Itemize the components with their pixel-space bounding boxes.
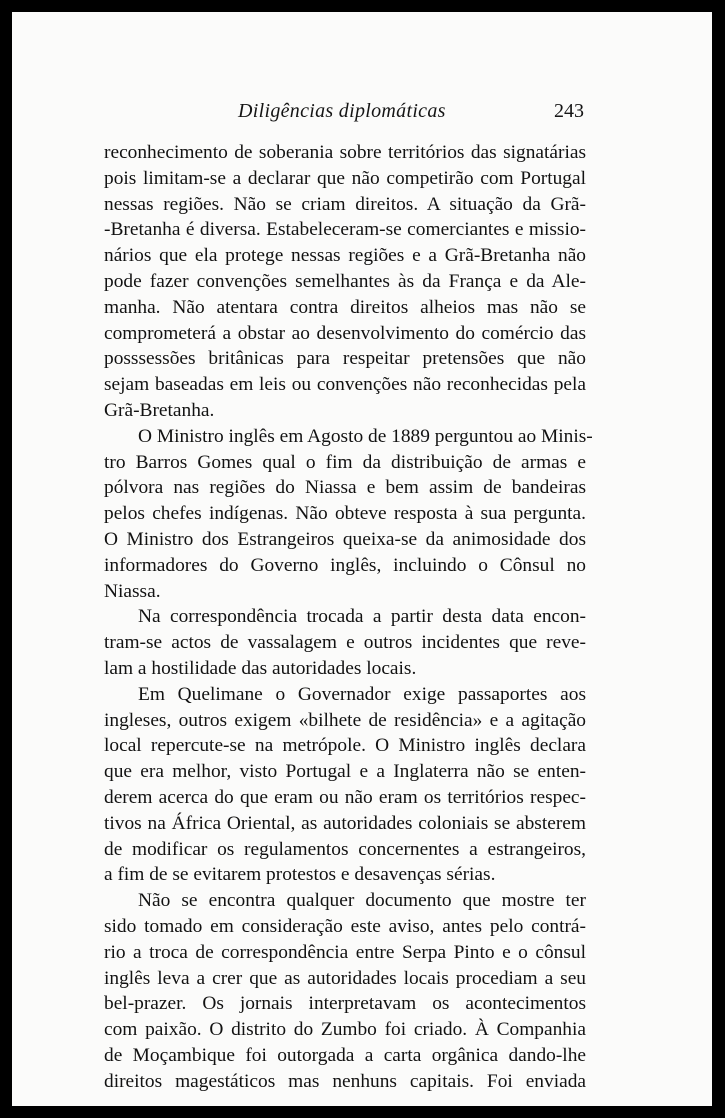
body-text xyxy=(104,140,593,1094)
text-line: rio a troca de correspondência entre Serpa Pinto e o cônsul xyxy=(104,941,586,963)
text-line: pelos chefes indígenas. Não obteve resposta à sua pergunta. xyxy=(104,503,586,525)
text-line: bel-prazer. Os jornais interpretavam os acontecimentos xyxy=(104,993,586,1015)
text-line: a fim de se evitarem protestos e desavenças sérias. xyxy=(104,864,496,886)
text-line: com paixão. O distrito do Zumbo foi criado. À Companhia xyxy=(104,1019,586,1041)
text-line: que era melhor, visto Portugal e a Inglaterra não se enten- xyxy=(104,761,586,783)
text-line: -Bretanha é diversa. Estabeleceram-se comerciantes e missio- xyxy=(104,219,586,241)
text-line: ingleses, outros exigem «bilhete de residência» e a agitação xyxy=(104,709,586,731)
text-line: de modificar os regulamentos concernentes a estrangeiros, xyxy=(104,838,586,860)
text-line: O Ministro dos Estrangeiros queixa-se da animosidade dos xyxy=(104,528,586,550)
text-line: Grã-Bretanha. xyxy=(104,399,215,421)
text-line: direitos magestáticos mas nenhuns capitais. Foi enviada xyxy=(104,1070,586,1092)
paragraph xyxy=(104,424,593,605)
text-line: pois limitam-se a declarar que não competirão com Portugal xyxy=(104,167,586,189)
text-line: Em Quelimane o Governador exige passaportes aos xyxy=(138,683,586,705)
text-line: nários que ela protege nessas regiões e a Grã-Bretanha não xyxy=(104,245,586,267)
text-line: derem acerca do que eram ou não eram os territórios respec- xyxy=(104,786,586,808)
text-line: lam a hostilidade das autoridades locais. xyxy=(104,657,417,679)
text-line: sido tomado em consideração este aviso, antes pelo contrá- xyxy=(104,915,586,937)
text-line: inglês leva a crer que as autoridades locais procediam a seu xyxy=(104,967,586,989)
paragraph xyxy=(104,140,586,424)
page-header xyxy=(12,100,712,130)
text-line: pólvora nas regiões do Niassa e bem assim de bandeiras xyxy=(104,477,586,499)
text-line: informadores do Governo inglês, incluindo o Cônsul no xyxy=(104,554,586,576)
text-line: tram-se actos de vassalagem e outros incidentes que reve- xyxy=(104,632,586,654)
text-line: sejam baseadas em leis ou convenções não reconhecidas pela xyxy=(104,374,586,396)
text-line: posssessões britânicas para respeitar pretensões que não xyxy=(104,348,586,370)
text-line: O Ministro inglês em Agosto de 1889 perguntou ao Minis- xyxy=(138,425,593,447)
paragraph xyxy=(104,604,586,681)
book-page xyxy=(12,12,712,1106)
text-line: reconhecimento de soberania sobre territórios das signatárias xyxy=(104,142,586,163)
text-line: tivos na África Oriental, as autoridades coloniais se absterem xyxy=(104,812,586,834)
text-line: de Moçambique foi outorgada a carta orgânica dando-lhe xyxy=(104,1044,586,1066)
text-line: nessas regiões. Não se criam direitos. A situação da Grã- xyxy=(104,193,586,215)
text-line: local repercute-se na metrópole. O Ministro inglês declara xyxy=(104,735,586,757)
text-line: comprometerá a obstar ao desenvolvimento do comércio das xyxy=(104,322,586,344)
text-line: pode fazer convenções semelhantes às da França e da Ale- xyxy=(104,270,586,292)
text-line: Niassa. xyxy=(104,580,161,602)
text-line: tro Barros Gomes qual o fim da distribuição de armas e xyxy=(104,451,586,473)
text-line: manha. Não atentara contra direitos alheios mas não se xyxy=(104,296,586,318)
text-line: Na correspondência trocada a partir desta data encon- xyxy=(138,606,586,628)
paragraph xyxy=(104,682,586,888)
running-title: Diligências diplomáticas xyxy=(238,100,446,122)
paragraph xyxy=(104,888,586,1094)
page-number: 243 xyxy=(554,100,584,122)
text-line: Não se encontra qualquer documento que mostre ter xyxy=(138,890,586,912)
